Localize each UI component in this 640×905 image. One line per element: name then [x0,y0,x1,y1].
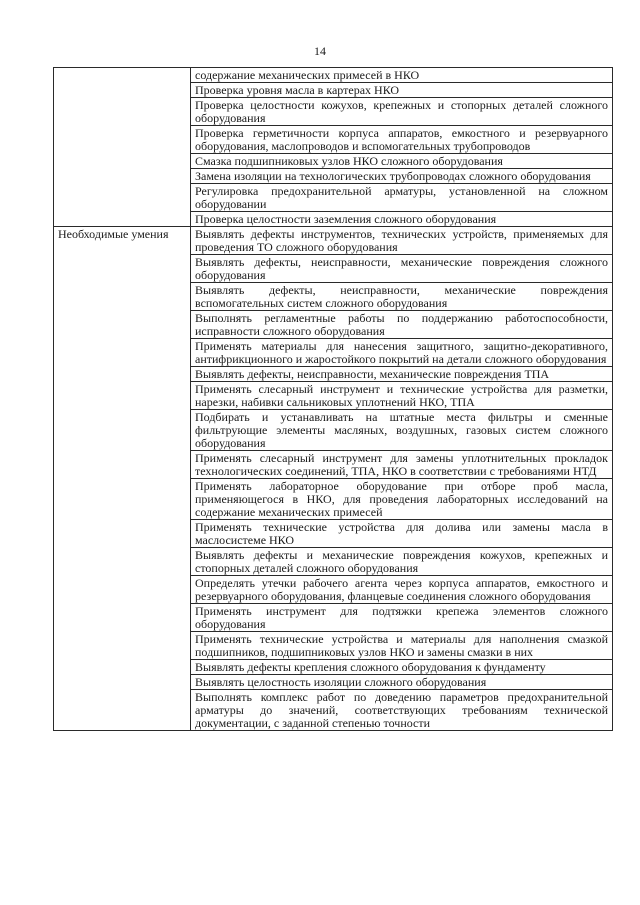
requirement-item: Замена изоляции на технологических трубопроводах сложного оборудования [191,169,613,184]
requirement-item: Применять лабораторное оборудование при отборе проб масла, применяющегося в НКО, для проведения лабораторных исследований на содержание механических примесей [191,479,613,520]
requirement-item: Выполнять регламентные работы по поддержанию работоспособности, исправности сложного оборудования [191,311,613,339]
requirements-table-body [54,68,613,731]
requirement-item: Выявлять дефекты и механические повреждения кожухов, крепежных и стопорных деталей сложного оборудования [191,548,613,576]
section-heading [54,68,191,227]
requirement-item: Применять технические устройства и материалы для наполнения смазкой подшипников, подшипниковых узлов НКО и замены смазки в них [191,632,613,660]
requirement-item: Применять материалы для нанесения защитного, защитно-декоративного, антифрикционного и жаростойкого покрытий на детали сложного оборудования [191,339,613,367]
requirement-item: Выявлять дефекты, неисправности, механические повреждения ТПА [191,367,613,382]
requirement-item: Выявлять целостность изоляции сложного оборудования [191,675,613,690]
table-row [54,227,613,255]
requirement-item: Применять инструмент для подтяжки крепежа элементов сложного оборудования [191,604,613,632]
requirement-item: Выполнять комплекс работ по доведению параметров предохранительной арматуры до значений, соответствующих требованиям технической документации, с заданной степенью точности [191,690,613,731]
requirement-item: Выявлять дефекты инструментов, технических устройств, применяемых для проведения ТО сложного оборудования [191,227,613,255]
requirement-item: Смазка подшипниковых узлов НКО сложного оборудования [191,154,613,169]
requirements-table [53,67,613,731]
requirement-item: Выявлять дефекты, неисправности, механические повреждения сложного оборудования [191,255,613,283]
page-number: 14 [314,44,326,58]
requirement-item: Подбирать и устанавливать на штатные места фильтры и сменные фильтрующие элементы масляных, воздушных, газовых систем сложного оборудования [191,410,613,451]
requirement-item: Определять утечки рабочего агента через корпуса аппаратов, емкостного и резервуарного оборудования, фланцевые соединения сложного оборудования [191,576,613,604]
requirement-item: Выявлять дефекты крепления сложного оборудования к фундаменту [191,660,613,675]
requirement-item: Применять слесарный инструмент и технические устройства для разметки, нарезки, набивки сальниковых уплотнений НКО, ТПА [191,382,613,410]
requirement-item: Проверка уровня масла в картерах НКО [191,83,613,98]
requirement-item: Применять технические устройства для долива или замены масла в маслосистеме НКО [191,520,613,548]
requirement-item: Проверка герметичности корпуса аппаратов, емкостного и резервуарного оборудования, маслопроводов и вспомогательных трубопроводов [191,126,613,154]
requirement-item: Проверка целостности кожухов, крепежных и стопорных деталей сложного оборудования [191,98,613,126]
table-row [54,68,613,83]
requirement-item: Регулировка предохранительной арматуры, установленной на сложном оборудовании [191,184,613,212]
section-heading: Необходимые умения [54,227,191,731]
requirement-item: Проверка целостности заземления сложного оборудования [191,212,613,227]
requirement-item: Применять слесарный инструмент для замены уплотнительных прокладок технологических соединений, ТПА, НКО в соответствии с требованиями НТД [191,451,613,479]
requirement-item: содержание механических примесей в НКО [191,68,613,83]
requirement-item: Выявлять дефекты, неисправности, механические повреждения вспомогательных систем сложного оборудования [191,283,613,311]
